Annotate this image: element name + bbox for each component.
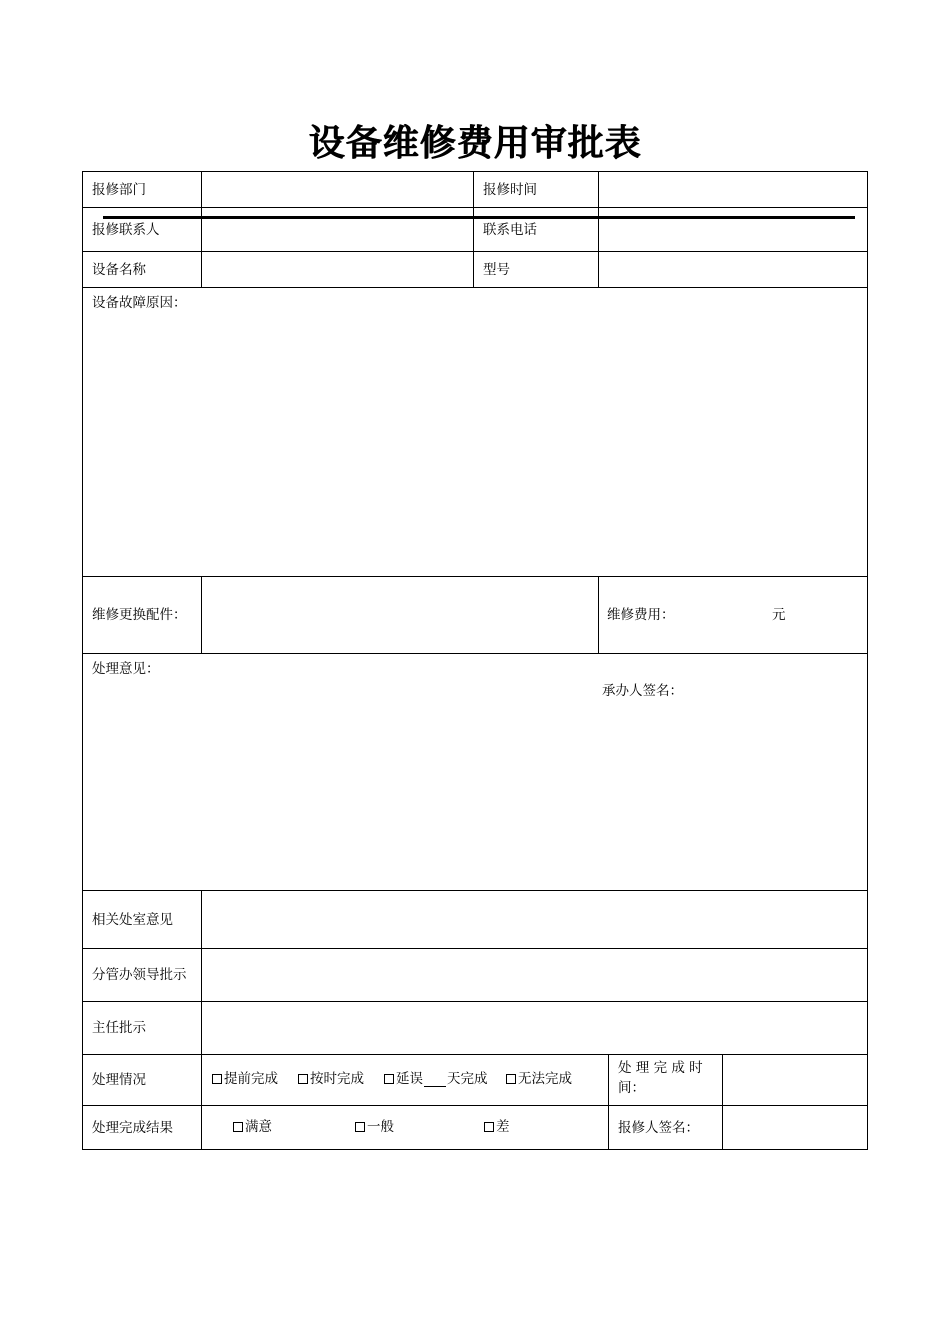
status-ontime-option[interactable]: [298, 1069, 364, 1089]
status-label-text: 处理情况: [92, 1072, 146, 1088]
repair-time-label: [473, 171, 599, 208]
checkbox-icon[interactable]: [233, 1122, 243, 1132]
director-field[interactable]: [201, 1001, 868, 1055]
checkbox-icon[interactable]: [506, 1074, 516, 1084]
horizontal-rule: [103, 216, 855, 219]
reporter-sign-label: [608, 1105, 723, 1150]
checkbox-icon[interactable]: [212, 1074, 222, 1084]
cost-label: 维修费用：: [607, 607, 675, 623]
checkbox-icon[interactable]: [298, 1074, 308, 1084]
device-name-label-text: 设备名称: [92, 261, 146, 278]
page-title: 设备维修费用审批表: [308, 122, 642, 164]
result-poor-text: 差: [496, 1119, 510, 1135]
fault-reason-label: 设备故障原因：: [92, 295, 187, 311]
result-satisfied-text: 满意: [245, 1119, 272, 1135]
handler-sign-label: 承办人签名：: [602, 683, 683, 699]
dept-opinion-label-text: 相关处室意见: [92, 911, 173, 928]
result-label: [82, 1105, 202, 1150]
phone-field[interactable]: [598, 207, 868, 252]
contact-label-text: 报修联系人: [92, 221, 160, 238]
repair-dept-label-text: 报修部门: [92, 181, 146, 198]
result-satisfied-option[interactable]: [233, 1117, 272, 1137]
delay-days-blank[interactable]: [424, 1072, 446, 1087]
repair-time-field[interactable]: [598, 171, 868, 208]
done-time-label: [608, 1054, 723, 1106]
device-name-label: [82, 251, 202, 288]
director-label-text: 主任批示: [92, 1020, 146, 1036]
status-ontime-text: 按时完成: [310, 1071, 364, 1087]
status-label: [82, 1054, 202, 1106]
phone-label-text: 联系电话: [483, 221, 537, 238]
contact-label: [82, 207, 202, 252]
contact-field[interactable]: [201, 207, 474, 252]
status-early-text: 提前完成: [224, 1071, 278, 1087]
director-label: [82, 1001, 202, 1055]
opinion-label: 处理意见：: [92, 661, 160, 677]
phone-label: [473, 207, 599, 252]
model-field[interactable]: [598, 251, 868, 288]
status-delay-option[interactable]: [384, 1069, 488, 1089]
done-time-label-line1: 处 理 完 成 时: [618, 1060, 703, 1076]
model-label-text: 型号: [483, 261, 510, 278]
repair-dept-label: [82, 171, 202, 208]
model-label: [473, 251, 599, 288]
checkbox-icon[interactable]: [355, 1122, 365, 1132]
leader-label-text: 分管办领导批示: [92, 967, 187, 983]
status-early-option[interactable]: [212, 1069, 278, 1089]
repair-time-label-text: 报修时间: [483, 181, 537, 198]
dept-opinion-field[interactable]: [201, 890, 868, 949]
result-poor-option[interactable]: [484, 1117, 510, 1137]
done-time-field[interactable]: [722, 1054, 868, 1106]
result-average-option[interactable]: [355, 1117, 394, 1137]
checkbox-icon[interactable]: [484, 1122, 494, 1132]
status-unable-option[interactable]: [506, 1069, 572, 1089]
opinion-area[interactable]: [82, 653, 868, 891]
checkbox-icon[interactable]: [384, 1074, 394, 1084]
reporter-sign-field[interactable]: [722, 1105, 868, 1150]
repair-dept-field[interactable]: [201, 171, 474, 208]
parts-field[interactable]: [201, 576, 599, 654]
device-name-field[interactable]: [201, 251, 474, 288]
cost-unit: 元: [772, 607, 786, 623]
result-average-text: 一般: [367, 1119, 394, 1135]
parts-label: [82, 576, 202, 654]
fault-reason-area[interactable]: [82, 287, 868, 577]
done-time-label-line2: 间：: [618, 1080, 645, 1096]
status-delay-suffix-text: 天完成: [447, 1071, 488, 1087]
status-unable-text: 无法完成: [518, 1071, 572, 1087]
dept-opinion-label: [82, 890, 202, 949]
leader-label: [82, 948, 202, 1002]
result-label-text: 处理完成结果: [92, 1119, 173, 1136]
reporter-sign-label-text: 报修人签名：: [618, 1119, 699, 1136]
parts-label-text: 维修更换配件：: [92, 607, 187, 623]
leader-field[interactable]: [201, 948, 868, 1002]
status-delay-prefix-text: 延误: [396, 1071, 423, 1087]
